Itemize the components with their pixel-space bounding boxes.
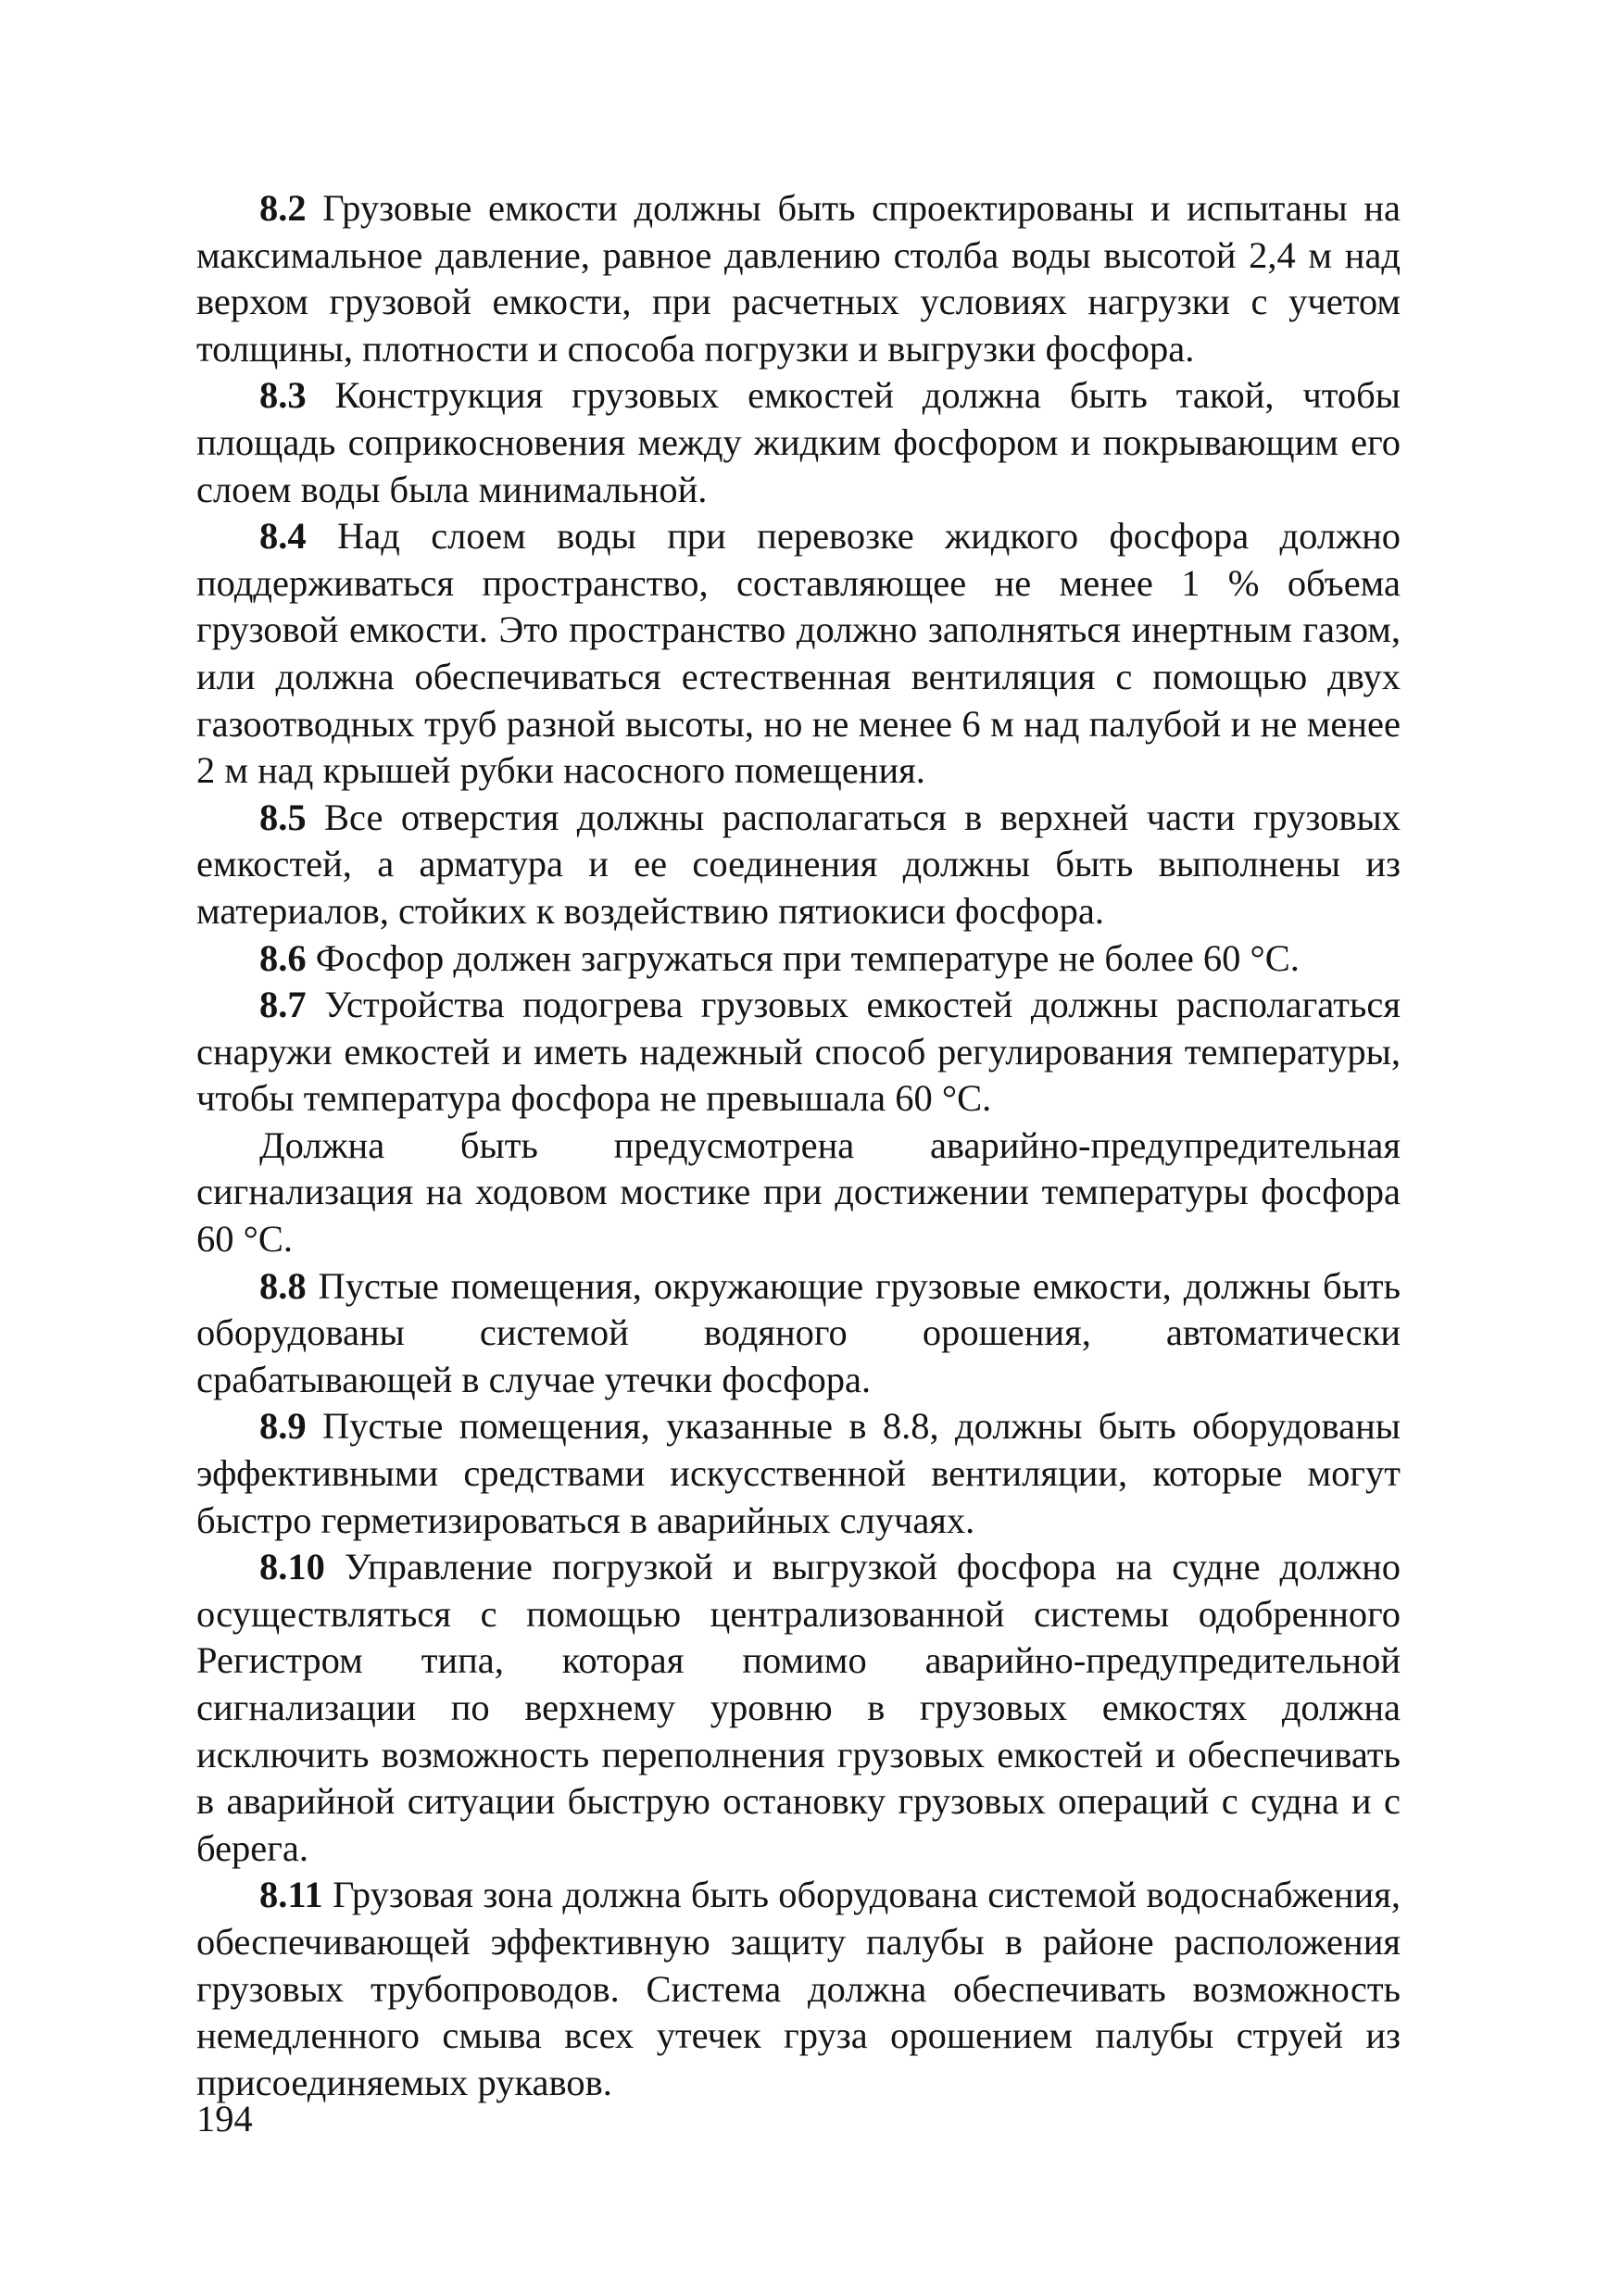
clause-text: Пустые помещения, окружающие грузовые емкости, должны быть оборудованы системой водяного орошения, автоматически срабатывающей в случае утечки фосфора.	[196, 1264, 1401, 1400]
paragraph-8-6	[196, 935, 1401, 983]
page-body	[196, 185, 1401, 2106]
clause-text: Управление погрузкой и выгрузкой фосфора на судне должно осуществляться с помощью централизованной системы одобренного Регистром типа, которая помимо аварийно-предупредительной сигнализации по верхнему уровню в грузовых емкостях должна исключить возможность переполнения грузовых емкостей и обеспечивать в аварийной ситуации быструю остановку грузовых операций с судна и с берега.	[196, 1546, 1401, 1869]
clause-text: Грузовая зона должна быть оборудована системой водоснабжения, обеспечивающей эффективную защиту палубы в районе расположения грузовых трубопроводов. Система должна обеспечивать возможность немедленного смыва всех утечек груза орошением палубы струей из присоединяемых рукавов.	[196, 1874, 1401, 2103]
clause-number: 8.11	[259, 1874, 323, 1916]
paragraph-8-4	[196, 513, 1401, 795]
clause-text: Должна быть предусмотрена аварийно-предупредительная сигнализация на ходовом мостике при достижении температуры фосфора 60 °С.	[196, 1123, 1401, 1261]
clause-text: Устройства подогрева грузовых емкостей должны располагаться снаружи емкостей и иметь надежный способ регулирования температуры, чтобы температура фосфора не превышала 60 °С.	[196, 984, 1401, 1120]
clause-text: Конструкция грузовых емкостей должна быть такой, чтобы площадь соприкосновения между жидким фосфором и покрывающим его слоем воды была минимальной.	[196, 374, 1401, 510]
clause-number: 8.10	[259, 1546, 325, 1588]
paragraph-8-9	[196, 1403, 1401, 1544]
paragraph-8-5	[196, 795, 1401, 935]
clause-number: 8.2	[259, 187, 307, 229]
clause-text: Пустые помещения, указанные в 8.8, должны быть оборудованы эффективными средствами искусственной вентиляции, которые могут быстро герметизироваться в аварийных случаях.	[196, 1405, 1401, 1541]
clause-number: 8.9	[259, 1405, 307, 1448]
page-number: 194	[196, 2098, 253, 2139]
clause-number: 8.6	[259, 936, 307, 979]
paragraph-8-2	[196, 185, 1401, 372]
paragraph-8-11	[196, 1872, 1401, 2106]
clause-number: 8.7	[259, 984, 307, 1026]
clause-text: Фосфор должен загружаться при температуре не более 60 °С.	[306, 936, 1300, 979]
clause-text: Грузовые емкости должны быть спроектированы и испытаны на максимальное давление, равное давлению столба воды высотой 2,4 м над верхом грузовой емкости, при расчетных условиях нагрузки с учетом толщины, плотности и способа погрузки и выгрузки фосфора.	[196, 187, 1401, 370]
paragraph-8-3	[196, 372, 1401, 513]
clause-text: Все отверстия должны располагаться в верхней части грузовых емкостей, а арматура и ее соединения должны быть выполнены из материалов, стойких к воздействию пятиокиси фосфора.	[196, 796, 1401, 932]
clause-text: Над слоем воды при перевозке жидкого фосфора должно поддерживаться пространство, составляющее не менее 1 % объема грузовой емкости. Это пространство должно заполняться инертным газом, или должна обеспечиваться естественная вентиляция с помощью двух газоотводных труб разной высоты, но не менее 6 м над палубой и не менее 2 м над крышей рубки насосного помещения.	[196, 515, 1401, 792]
clause-number: 8.5	[259, 796, 307, 838]
clause-number: 8.8	[259, 1264, 307, 1307]
paragraph-8-10	[196, 1544, 1401, 1872]
paragraph-8-7-continued	[196, 1123, 1401, 1263]
paragraph-8-7	[196, 982, 1401, 1123]
clause-number: 8.4	[259, 515, 307, 558]
paragraph-8-8	[196, 1263, 1401, 1404]
clause-number: 8.3	[259, 374, 307, 417]
